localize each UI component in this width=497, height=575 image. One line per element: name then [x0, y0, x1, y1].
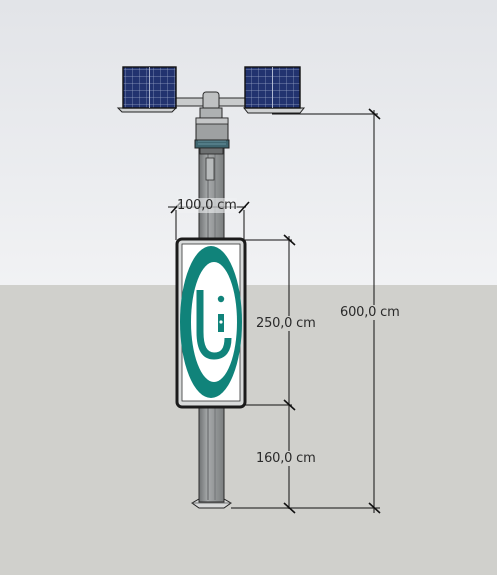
solar-panel-right: [244, 67, 304, 113]
total-height-label: 600,0 cm: [340, 305, 400, 320]
sky: [0, 0, 497, 285]
solar-panel-left: [118, 67, 176, 112]
panel-height-label: 250,0 cm: [256, 316, 316, 331]
base-height-label: 160,0 cm: [256, 451, 316, 466]
ground: [0, 285, 497, 575]
brand-logo: [180, 246, 242, 398]
panel-width-label: 100,0 cm: [177, 198, 237, 213]
